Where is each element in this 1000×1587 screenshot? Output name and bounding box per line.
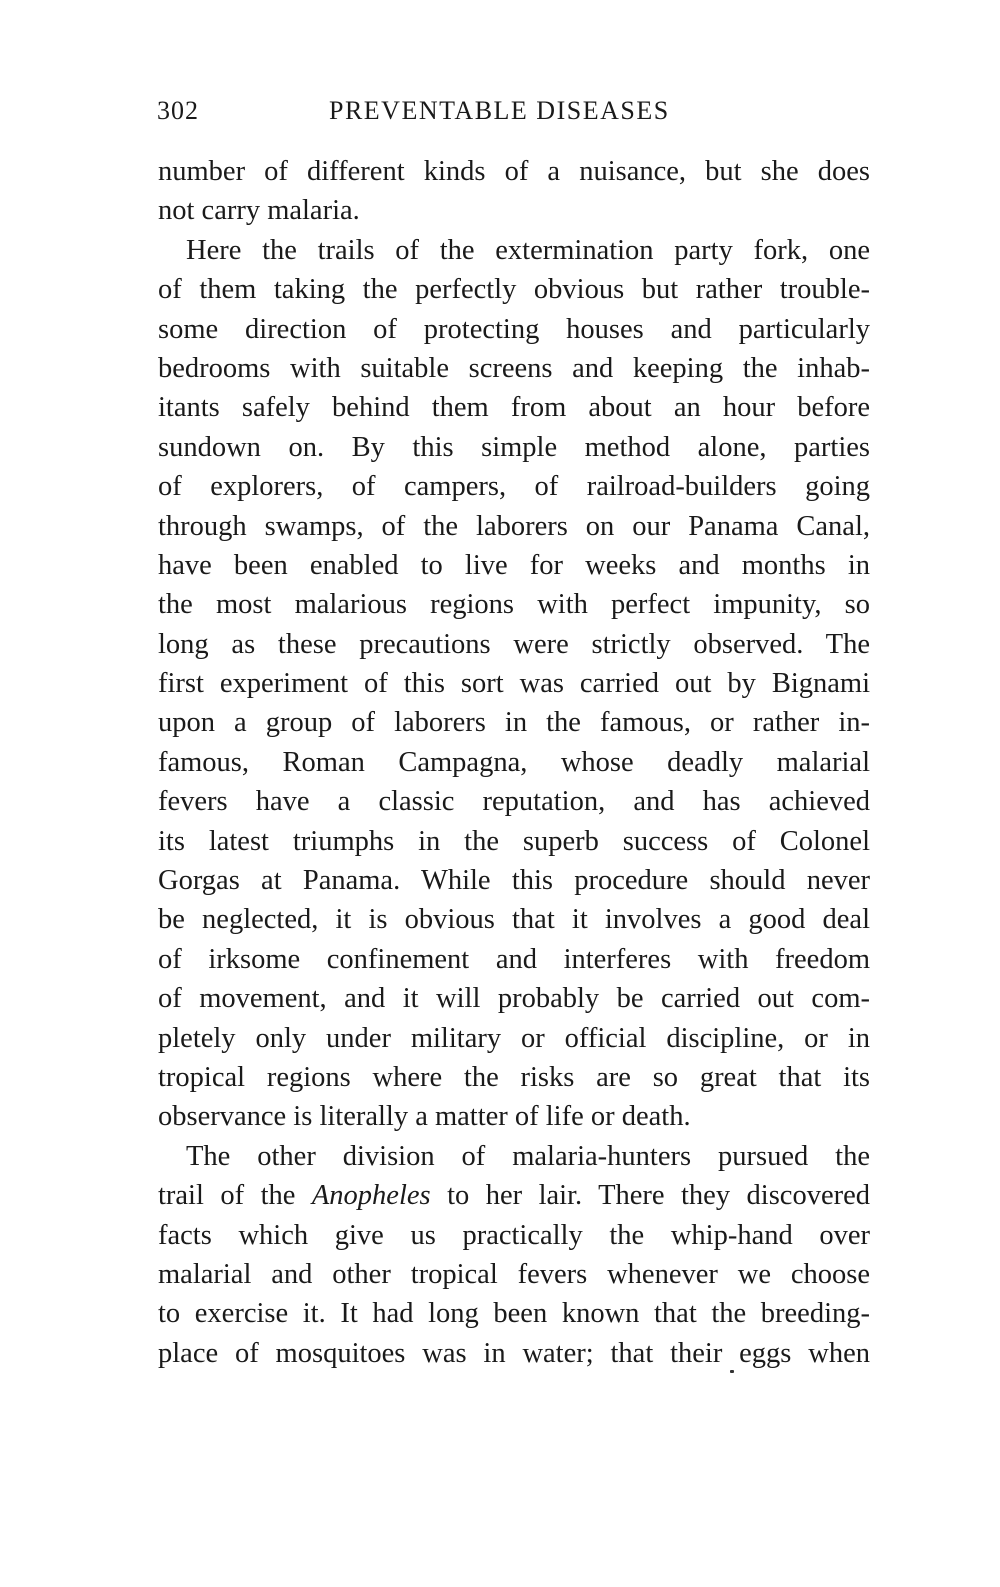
text-line: of explorers, of campers, of railroad-builders going <box>158 471 870 503</box>
body-text <box>158 152 870 1373</box>
text-line: first experiment of this sort was carried out by Bignami <box>158 668 870 700</box>
page-number: 302 <box>157 96 199 125</box>
text-run: to her lair. There they discovered <box>430 1180 870 1212</box>
text-line: The other division of malaria-hunters pursued the <box>186 1140 870 1172</box>
text-line: place of mosquitoes was in water; that their eggs when <box>158 1337 870 1369</box>
text-line: upon a group of laborers in the famous, or rather in- <box>158 707 870 739</box>
text-line: observance is literally a matter of life or death. <box>158 1101 691 1133</box>
text-line-content: Here the trails of the extermination party fork, one <box>186 234 870 266</box>
text-line: of movement, and it will probably be carried out com- <box>158 983 870 1015</box>
text-line: through swamps, of the laborers on our Panama Canal, <box>158 510 870 542</box>
text-line: Gorgas at Panama. While this procedure should never <box>158 865 870 897</box>
text-line: the most malarious regions with perfect impunity, so <box>158 589 870 621</box>
text-line: malarial and other tropical fevers whenever we choose <box>158 1258 870 1290</box>
running-title: PREVENTABLE DISEASES <box>329 96 670 125</box>
text-line: some direction of protecting houses and particularly <box>158 313 870 345</box>
text-run: trail of the <box>158 1180 312 1212</box>
text-line: facts which give us practically the whip-hand over <box>158 1219 870 1251</box>
text-line: of them taking the perfectly obvious but rather trouble- <box>158 274 870 306</box>
text-line: number of different kinds of a nuisance, but she does <box>158 156 870 187</box>
text-line: sundown on. By this simple method alone, parties <box>158 431 870 463</box>
text-line-with-italic <box>158 1176 870 1215</box>
running-head <box>157 96 877 136</box>
text-line: to exercise it. It had long been known that the breeding- <box>158 1298 870 1330</box>
text-line: be neglected, it is obvious that it involves a good deal <box>158 904 870 936</box>
text-line: itants safely behind them from about an hour before <box>158 392 870 424</box>
text-line: its latest triumphs in the superb success of Colonel <box>158 825 870 857</box>
text-line: fevers have a classic reputation, and has achieved <box>158 786 870 818</box>
text-line: long as these precautions were strictly observed. The <box>158 628 870 660</box>
text-line: bedrooms with suitable screens and keeping the inhab- <box>158 352 870 384</box>
text-line <box>158 231 870 270</box>
print-speck <box>730 1370 734 1373</box>
text-line: tropical regions where the risks are so great that its <box>158 1061 870 1093</box>
italic-term: Anopheles <box>311 1180 431 1212</box>
text-line: not carry malaria. <box>158 195 360 227</box>
text-line: famous, Roman Campagna, whose deadly malarial <box>158 746 870 778</box>
text-line: have been enabled to live for weeks and months in <box>158 549 870 581</box>
text-line: pletely only under military or official discipline, or in <box>158 1022 870 1054</box>
text-line: of irksome confinement and interferes with freedom <box>158 943 870 975</box>
